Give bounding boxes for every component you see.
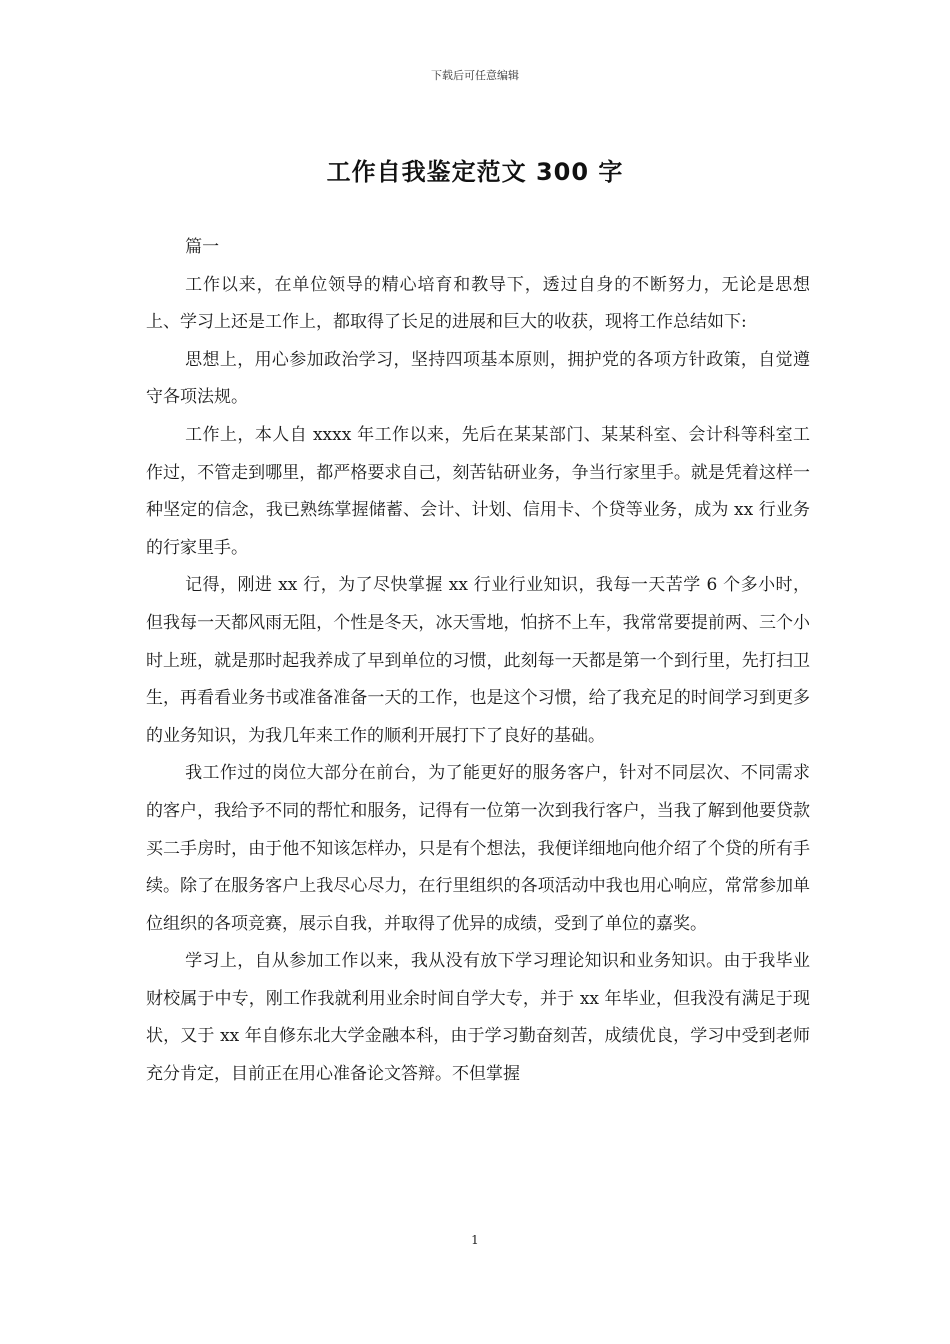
- document-body: [146, 229, 810, 1094]
- page-number: 1: [471, 1233, 479, 1247]
- paragraph: 学习上，自从参加工作以来，我从没有放下学习理论知识和业务知识。由于我毕业财校属于中专，刚工作我就利用业余时间自学大专，并于 xx 年毕业，但我没有满足于现状，又于 xx 年自修东北大学金融本科，由于学习勤奋刻苦，成绩优良，学习中受到老师充分肯定，目前正在用心准备论文答辩。不但掌握: [146, 951, 810, 1085]
- section-heading: 篇一: [185, 237, 220, 257]
- paragraph: 工作上，本人自 xxxx 年工作以来，先后在某某部门、某某科室、会计科等科室工作过，不管走到哪里，都严格要求自己，刻苦钻研业务，争当行家里手。就是凭着这样一种坚定的信念，我已熟练掌握储蓄、会计、计划、信用卡、个贷等业务，成为 xx 行业务的行家里手。: [146, 424, 810, 558]
- document-title: 工作自我鉴定范文 300 字: [326, 158, 624, 186]
- paragraph: 记得，刚进 xx 行，为了尽快掌握 xx 行业行业知识，我每一天苦学 6 个多小时，但我每一天都风雨无阻，个性是冬天，冰天雪地，怕挤不上车，我常常要提前两、三个小时上班，就是那时起我养成了早到单位的习惯，此刻每一天都是第一个到行里，先打扫卫生，再看看业务书或准备准备一天的工作，也是这个习惯，给了我充足的时间学习到更多的业务知识，为我几年来工作的顺利开展打下了良好的基础。: [146, 575, 810, 746]
- paragraph: 我工作过的岗位大部分在前台，为了能更好的服务客户，针对不同层次、不同需求的客户，我给予不同的帮忙和服务，记得有一位第一次到我行客户，当我了解到他要贷款买二手房时，由于他不知该怎样办，只是有个想法，我便详细地向他介绍了个贷的所有手续。除了在服务客户上我尽心尽力，在行里组织的各项活动中我也用心响应，常常参加单位组织的各项竞赛，展示自我，并取得了优异的成绩，受到了单位的嘉奖。: [146, 763, 810, 934]
- paragraph: 思想上，用心参加政治学习，坚持四项基本原则，拥护党的各项方针政策，自觉遵守各项法规。: [146, 349, 810, 408]
- header-note: 下载后可任意编辑: [431, 69, 519, 82]
- paragraph: 工作以来，在单位领导的精心培育和教导下，透过自身的不断努力，无论是思想上、学习上还是工作上，都取得了长足的进展和巨大的收获，现将工作总结如下:: [146, 274, 810, 333]
